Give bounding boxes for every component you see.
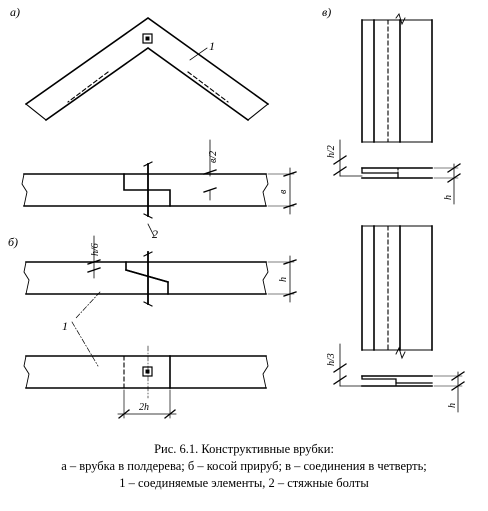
dim-h-sixth: h/6 (90, 243, 101, 256)
caption-legend-elements: 1 – соединяемые элементы, 2 – стяжные болты (119, 476, 369, 490)
half-lap-plan-view (22, 140, 296, 218)
caption-title: Рис. 6.1. Конструктивные врубки: (154, 442, 334, 456)
oblique-joint-view-b (24, 224, 296, 318)
label-part-b: б) (8, 235, 19, 249)
figure-caption (0, 441, 488, 492)
label-bolt-2: 2 (152, 227, 158, 241)
dim-v: в (278, 189, 289, 194)
label-element-1-bottom: 1 (62, 319, 68, 333)
caption-legend-joints: а – врубка в полдерева; б – косой прируб; в – соединения в четверть; (61, 459, 427, 473)
dim-h-v-top: h (443, 195, 454, 200)
quarter-joint-view-top (334, 14, 460, 204)
label-part-v: в) (322, 5, 332, 19)
dim-v-half: в/2 (208, 150, 219, 163)
rafter-joint-view-a (26, 18, 268, 120)
dim-h-b: h (278, 277, 289, 282)
dim-h-third: h/3 (326, 353, 337, 366)
quarter-joint-view-bottom (334, 226, 464, 412)
label-part-a: а) (10, 5, 20, 19)
dim-h-v-bottom: h (447, 403, 458, 408)
dim-h-half: h/2 (326, 145, 337, 158)
label-element-1-top: 1 (209, 39, 215, 53)
dim-two-h: 2h (139, 402, 149, 413)
